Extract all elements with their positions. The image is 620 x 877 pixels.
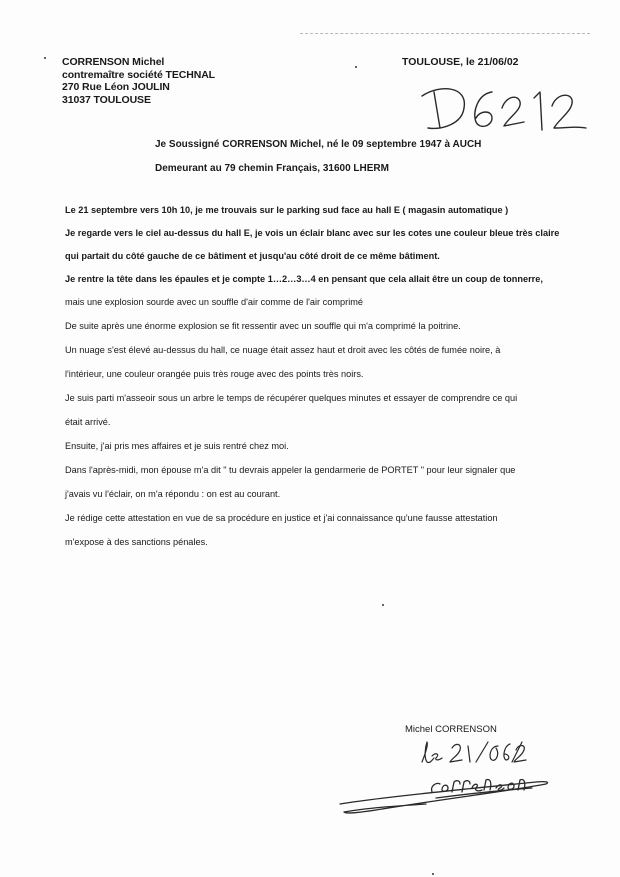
scan-speck [355,66,357,68]
handwritten-date-drawing [418,738,528,768]
sender-city: 31037 TOULOUSE [62,93,151,106]
sender-block [62,56,215,106]
document-page: CORRENSON Michel contremaître société TECHNAL 270 Rue Léon JOULIN 31037 TOULOUSE TOULOUSE, le 21/06/02 Je Soussigné CORRENSON Michel, né le 09 septembre 1947 à AUCH Demeurant au 79 chemin Français, 31600 LHERM Le 21 septembre vers 10h 10, je me trouvais sur le parking sud face au hall E ( magasin automatique ) Je regarde vers le ciel au-dessus du hall E, je vois un éclair blanc avec sur les cotes une couleur bleue très claire qui partait du côté gauche de ce bâtiment et jusqu'au côté droit de ce même bâtiment. Je rentre la tête dans les épaules et je compte 1…2…3…4 en pensant que cela allait être un coup de tonnerre, mais une explosion sourde avec un souffle d'air comme de l'air comprimé De suite après une énorme explosion se fit ressentir avec un souffle qui m'a comprimé la poitrine. Un nuage s'est élevé au-dessus du hall, ce nuage était assez haut et droit avec les côtés de fumée noire, à l'intérieur, une couleur orangée puis très rouge avec des points très noirs. Je suis parti m'asseoir sous un arbre le temps de récupérer quelques minutes et essayer de comprendre ce qui était arrivé. Ensuite, j'ai pris mes affaires et je suis rentré chez moi. Dans l'après-midi, mon épouse m'a dit " tu devrais appeler la gendarmerie de PORTET " pour leur signaler que j'avais vu l'éclair, on m'a répondu : on est au courant. Je rédige cette attestation en vue de sa procédure en justice et j'ai connaissance qu'une fausse attestation m'expose à des sanctions pénales. Michel CORRENSON [0,0,620,877]
signatory-name: Michel CORRENSON [405,724,497,735]
place-date: TOULOUSE, le 21/06/02 [402,56,519,68]
sender-position: contremaître société TECHNAL [62,68,215,81]
scan-artifact-line [300,33,590,34]
handwritten-signature [336,768,561,833]
scan-speck [382,604,384,606]
handwritten-reference-annotation [420,78,590,143]
sender-street: 270 Rue Léon JOULIN [62,81,170,93]
intro-address-line: Demeurant au 79 chemin Français, 31600 LHERM [155,163,389,174]
scan-speck [44,57,46,59]
intro-identity-line: Je Soussigné CORRENSON Michel, né le 09 septembre 1947 à AUCH [155,139,482,150]
handwritten-reference-drawing [420,78,590,138]
signature-drawing [336,768,561,828]
scan-speck [432,873,434,875]
sender-name: CORRENSON Michel [62,56,165,68]
